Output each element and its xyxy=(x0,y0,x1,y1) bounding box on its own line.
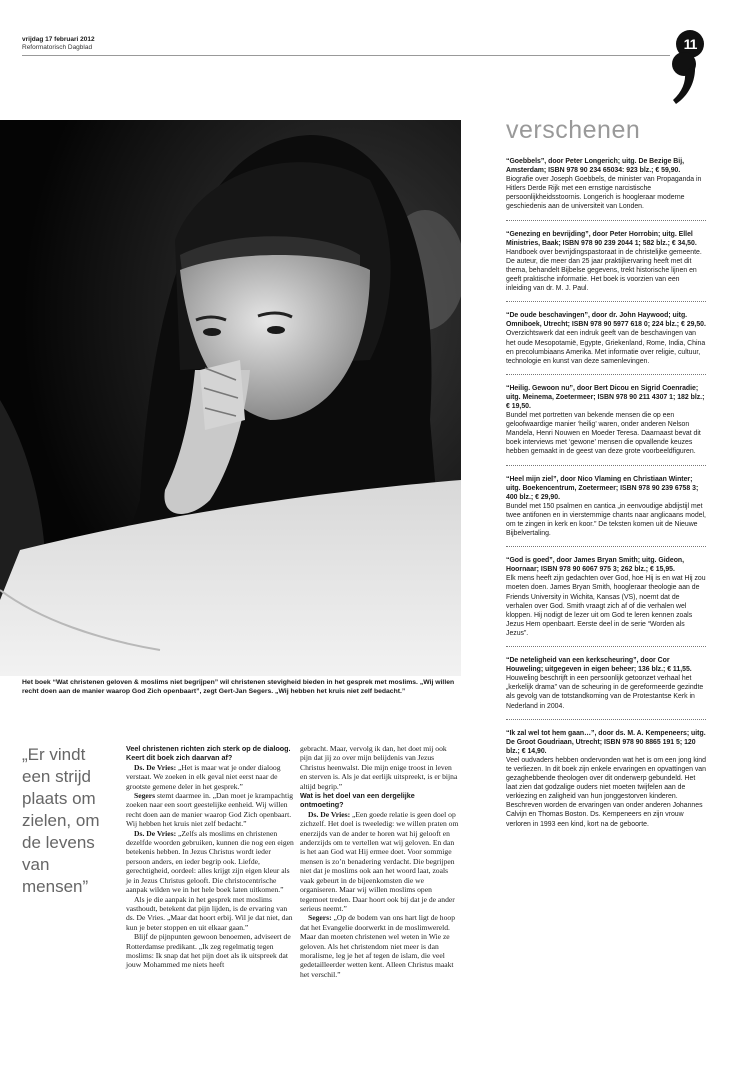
article-paragraph: Segers stemt daarmee in. „Dan moet je krampachtig zoeken naar een soort geestelijke eenheid. Wij willen recht doen aan de manier waarop God Zich openbaart. Wij hebben het kruis niet zelf bedacht.” xyxy=(126,791,293,829)
book-description: Bundel met 150 psalmen en cantica „in eenvoudige abdijstijl met twee antifonen en in vierstemmige chants naar anglicaans model, om te zingen in kerk en koor.” De teksten komen uit de Nieuwe Bijbelvertaling. xyxy=(506,502,706,538)
book-entry xyxy=(506,475,706,539)
book-entry xyxy=(506,311,706,366)
article-question: Veel christenen richten zich sterk op de dialoog. Keert dit boek zich daarvan af? xyxy=(126,744,291,763)
article-paragraph: Blijf de pijnpunten gewoon benoemen, adviseert de Rotterdamse predikant. „Ik zeg regelmatig tegen moslims: Ik snap dat het pijn doet als ik uitspreek dat jouw Mohammed me niets heeft xyxy=(126,932,291,970)
article-column-2 xyxy=(300,744,460,979)
book-description: Bundel met portretten van bekende mensen die op een geloofwaardige manier ‘heilig’ waren, onder anderen Nelson Mandela, Henri Nouwen en Moeder Teresa. Daarnaast bevat dit boek interviews met ‘gewone’ mensen die opvallende keuzes hebben gemaakt in de geest van deze grote voorbeeldfiguren. xyxy=(506,412,701,456)
issue-date: vrijdag 17 februari 2012 xyxy=(22,36,95,43)
article-column-1 xyxy=(126,744,294,970)
dotted-divider xyxy=(506,546,706,547)
sidebar-title: verschenen xyxy=(506,116,641,144)
book-description: Elk mens heeft zijn gedachten over God, hoe Hij is en wat Hij zou moeten doen. James Bryan Smith, hoogleraar theologie aan de Friends University in Wichita, Kansas (VS), noemt dat de verhalen over God. Smith vraagt zich af of die verhalen wel kloppen. Hij nodigt de lezer uit om God te leren kennen zoals Jezus Hem openbaart. Eerste deel in de serie “Worden als Jezus”. xyxy=(506,575,706,637)
article-paragraph: Ds. De Vries: „Een goede relatie is geen doel op zichzelf. Het doel is tweeledig: we willen praten om enerzijds van de ander te horen wat hij gelooft en anderzijds om te vertellen wat wij geloven. En dan is het aan God wat Hij ermee doet. Voor sommige mensen is zo’n benadering verdacht. Die begrijpen niet dat je moslims ook aan het woord laat, zoals vaak gebeurt in de bijeenkomsten die we organiseren. Maar wij willen moslims open tegemoet treden. Daar hoort ook bij dat je de ander serieus neemt.” xyxy=(300,809,459,913)
book-heading: “Heel mijn ziel”, door Nico Vlaming en Christiaan Winter; uitg. Boekencentrum, Zoetermeer; ISBN 978 90 239 6758 3; 400 blz.; € 29,90. xyxy=(506,475,699,501)
dotted-divider xyxy=(506,465,706,466)
dotted-divider xyxy=(506,301,706,302)
speaker-name: Ds. De Vries: xyxy=(134,762,177,772)
page-header xyxy=(22,36,95,52)
book-entry xyxy=(506,157,706,212)
speaker-name: Ds. De Vries: xyxy=(308,809,351,819)
article-paragraph: Ds. De Vries: „Het is maar wat je onder dialoog verstaat. We zoeken in elk geval niet eerst naar de grootste gemene deler in het gesprek.” xyxy=(126,762,281,791)
book-entry xyxy=(506,384,706,457)
book-heading: “Genezing en bevrijding”, door Peter Horrobin; uitg. Ellel Ministries, Baak; ISBN 978 90 239 2044 1; 582 blz.; € 34,50. xyxy=(506,230,697,247)
dotted-divider xyxy=(506,220,706,221)
newspaper-name: Reformatorisch Dagblad xyxy=(22,44,93,51)
photo-caption: Het boek “Wat christenen geloven & moslims niet begrijpen” wil christenen stevigheid bieden in het gesprek met moslims. „Wij willen recht doen aan de manier waarop God Zich openbaart”, zegt Gert-Jan Segers. „Wij hebben het kruis niet zelf bedacht.” xyxy=(22,679,455,696)
book-entry xyxy=(506,656,706,711)
book-description: Handboek over bevrijdingspastoraat in de christelijke gemeente. De auteur, die meer dan 25 jaar praktijkervaring heeft met dit thema, behandelt Bijbelse gegevens, trekt historische lijnen en geeft praktische informatie. Het boek is voorzien van een inleiding van dr. M. J. Paul. xyxy=(506,248,702,293)
article-paragraph: Segers: „Op de bodem van ons hart ligt de hoop dat het Evangelie doorwerkt in de moslimwereld. Maar dan moeten christenen wel weten in Wie ze geloven. Als het christendom niet meer is dan moralisme, leg je het af tegen de islam, die veel gedetailleerder wetten kent. Alleen Christus maakt het verschil.” xyxy=(300,913,455,979)
book-entry xyxy=(506,556,706,638)
article-paragraph: Ds. De Vries: „Zelfs als moslims en christenen dezelfde woorden gebruiken, kunnen die nog een eigen betekenis hebben. In Jezus Christus wordt ieder persoon anders, en ieder begrip ook. Liefde, gerechtigheid, oordeel: alles krijgt zijn eigen kleur als je in Jezus Christus gelooft. Die christocentrische aanpak wilden we in het hele boek laten uitkomen.” xyxy=(126,828,294,895)
speaker-name: Segers: xyxy=(308,913,332,923)
comma-logo-icon xyxy=(670,44,700,106)
speaker-name: Segers xyxy=(134,791,156,801)
book-entry xyxy=(506,729,706,829)
article-paragraph: gebracht. Maar, vervolg ik dan, het doet mij ook pijn dat jij zo over mijn belijdenis van Jezus Christus heenwalst. Die mijn enige troost in leven en sterven is. Als je dat eerlijk uitspreekt, is er bijna altijd begrip.” xyxy=(300,744,458,791)
header-rule xyxy=(22,55,670,56)
books-sidebar xyxy=(506,115,706,829)
book-description: Overzichtswerk dat een indruk geeft van de beschavingen van het oude Mesopotamië, Egypte, Griekenland, Rome, India, China en precolumbiaans Amerika. Met informatie over religie, cultuur, technologie en kunst van deze samenlevingen. xyxy=(506,330,706,365)
book-heading: “Ik zal wel tot hem gaan…”, door ds. M. A. Kempeneers; uitg. De Groot Goudriaan, Utrecht; ISBN 978 90 8865 191 5; 120 blz.; € 14,90. xyxy=(506,729,706,755)
dotted-divider xyxy=(506,719,706,720)
book-heading: “De oude beschavingen”, door dr. John Haywood; uitg. Omniboek, Utrecht; ISBN 978 90 5977 618 0; 224 blz.; € 29,50. xyxy=(506,312,706,329)
book-list xyxy=(506,157,706,829)
book-description: Veel oudvaders hebben ondervonden wat het is om een jong kind te verliezen. In dit boek zijn enkele ervaringen en opvattingen van gezaghebbende theologen over dit onderwerp gebundeld. Het laat zien dat godzalige ouders niet moeten twijfelen aan de verkiezing en zaligheid van hun jonggestorven kinderen. Beschreven worden de ervaringen van onder anderen Johannes Calvijn en Thomas Boston. Ds. Kempeneers en zijn vrouw verloren in 1993 een kind, kort na de geboorte. xyxy=(506,756,706,828)
article-paragraph: Als je die aanpak in het gesprek met moslims vasthoudt, betekent dat pijn lijden, is de ervaring van ds. De Vries. „Maar dat hoort erbij. Wil je dat niet, dan kun je beter stoppen en uit elkaar gaan.” xyxy=(126,894,293,932)
book-heading: “Goebbels”, door Peter Longerich; uitg. De Bezige Bij, Amsterdam; ISBN 978 90 234 65034: 923 blz.; € 59,90. xyxy=(506,158,685,175)
book-heading: “De neteligheid van een kerkscheuring”, door Cor Houweling; uitgegeven in eigen beheer; 136 blz.; € 11,55. xyxy=(506,657,692,674)
book-description: Houweling beschrijft in een persoonlijk getoonzet verhaal het „kerkelijk drama” van de scheuring in de gereformeerde gezindte als gevolg van de totstandkoming van de Protestantse Kerk in Nederland in 2004. xyxy=(506,675,704,710)
article-question: Wat is het doel van een dergelijke ontmoeting? xyxy=(300,791,415,810)
dotted-divider xyxy=(506,374,706,375)
book-heading: “God is goed”, door James Bryan Smith; uitg. Gideon, Hoornaar; ISBN 978 90 6067 975 3; 262 blz.; € 15,95. xyxy=(506,557,685,574)
book-description: Biografie over Joseph Goebbels, de minister van Propaganda in Hitlers Derde Rijk met een ernstige narcistische persoonlijkheidsstoornis. Longerich is hoogleraar moderne geschiedenis aan de universiteit van Londen. xyxy=(506,176,702,211)
book-entry xyxy=(506,230,706,294)
page-number-badge: 11 xyxy=(676,30,704,58)
book-heading: “Heilig. Gewoon nu”, door Bert Dicou en Sigrid Coenradie; uitg. Meinema, Zoetermeer; ISBN 978 90 211 4307 1; 182 blz.; € 19,50. xyxy=(506,384,705,410)
dotted-divider xyxy=(506,646,706,647)
hijab-woman-photo xyxy=(0,120,461,676)
pull-quote: „Er vindt een strijd plaats om zielen, om de levens van mensen” xyxy=(22,745,100,896)
speaker-name: Ds. De Vries: xyxy=(134,828,177,838)
